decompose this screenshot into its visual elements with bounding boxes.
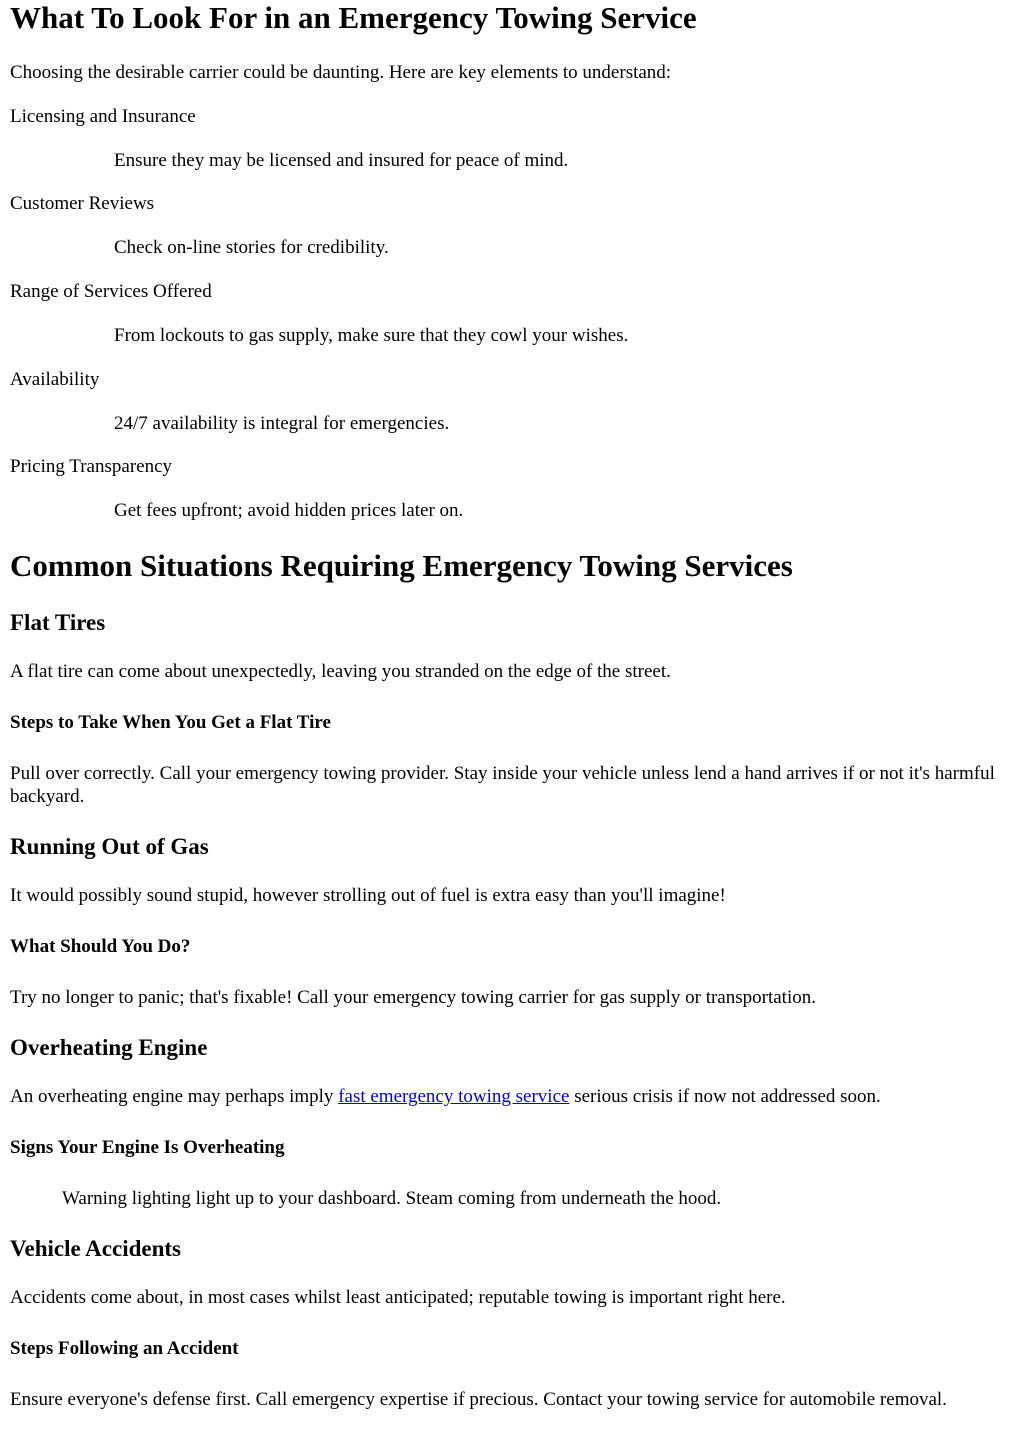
criteria-description: Ensure they may be licensed and insured for peace of mind.	[114, 150, 569, 171]
overheating-signs-paragraph: Warning lighting light up to your dashboard. Steam coming from underneath the hood.	[62, 1188, 722, 1209]
accident-steps-paragraph: Ensure everyone's defense first. Call emergency expertise if precious. Contact your towing service for automobile removal.	[10, 1389, 947, 1410]
towing-service-link[interactable]: fast emergency towing service	[338, 1086, 570, 1107]
heading-steps-after-accident: Steps Following an Accident	[10, 1338, 239, 1359]
gas-advice-paragraph: Try no longer to panic; that's fixable! Call your emergency towing carrier for gas supply or transportation.	[10, 987, 816, 1008]
criteria-term: Customer Reviews	[10, 193, 155, 214]
heading-overheating-engine: Overheating Engine	[10, 1035, 208, 1060]
gas-paragraph: It would possibly sound stupid, however strolling out of fuel is extra easy than you'll imagine!	[10, 885, 726, 906]
criteria-description: From lockouts to gas supply, make sure that they cowl your wishes.	[114, 325, 629, 346]
criteria-description: Check on-line stories for credibility.	[114, 237, 389, 258]
section-title-what-to-look-for: What To Look For in an Emergency Towing Service	[10, 0, 697, 35]
accidents-paragraph: Accidents come about, in most cases whilst least anticipated; reputable towing is important right here.	[10, 1287, 786, 1308]
overheating-paragraph	[10, 1085, 1014, 1108]
intro-paragraph: Choosing the desirable carrier could be daunting. Here are key elements to understand:	[10, 62, 672, 83]
heading-overheating-signs: Signs Your Engine Is Overheating	[10, 1137, 285, 1158]
heading-flat-tires: Flat Tires	[10, 610, 106, 635]
criteria-term: Availability	[10, 369, 100, 390]
criteria-term: Pricing Transparency	[10, 456, 173, 477]
overheating-text-before: An overheating engine may perhaps imply	[10, 1086, 339, 1107]
heading-running-out-of-gas: Running Out of Gas	[10, 834, 209, 859]
flat-tire-steps-paragraph: Pull over correctly. Call your emergency towing provider. Stay inside your vehicle unless lend a hand arrives if or not it's harmful backyard.	[10, 763, 995, 807]
heading-flat-tire-steps: Steps to Take When You Get a Flat Tire	[10, 712, 331, 733]
criteria-term: Licensing and Insurance	[10, 106, 196, 127]
criteria-description: Get fees upfront; avoid hidden prices later on.	[114, 500, 464, 521]
flat-tires-paragraph: A flat tire can come about unexpectedly, leaving you stranded on the edge of the street.	[10, 661, 671, 682]
heading-vehicle-accidents: Vehicle Accidents	[10, 1236, 181, 1261]
criteria-description: 24/7 availability is integral for emergencies.	[114, 413, 450, 434]
overheating-text-after: serious crisis if now not addressed soon.	[569, 1086, 881, 1107]
criteria-term: Range of Services Offered	[10, 281, 212, 302]
section-title-common-situations: Common Situations Requiring Emergency Towing Services	[10, 548, 793, 583]
heading-what-should-you-do: What Should You Do?	[10, 936, 191, 957]
